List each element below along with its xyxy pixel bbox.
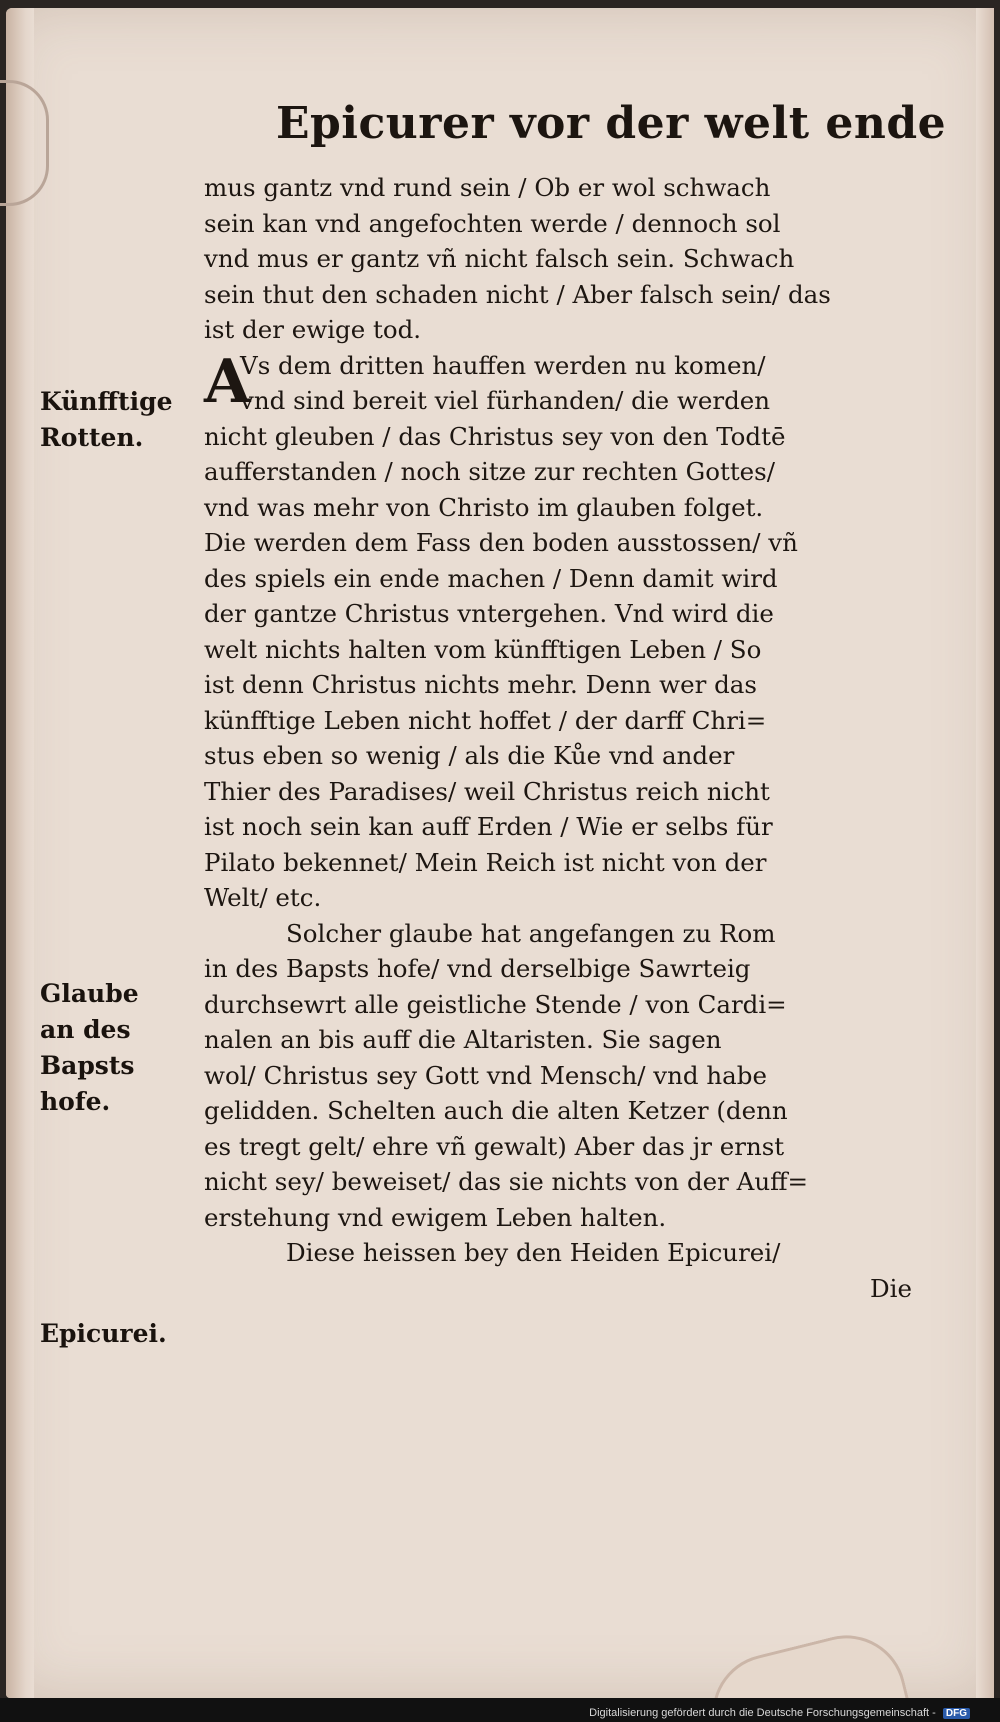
text-line: Diese heissen bey den Heiden Epicurei/: [286, 1238, 781, 1267]
text-line: aufferstanden / noch sitze zur rechten Gottes/: [204, 457, 776, 486]
text-line: ist denn Christus nichts mehr. Denn wer das: [204, 670, 757, 699]
marginal-line: Glaube: [40, 979, 139, 1008]
marginal-line: an des: [40, 1015, 131, 1044]
text-line: mus gantz vnd rund sein / Ob er wol schwach: [204, 173, 771, 202]
marginal-note-rotten: [40, 384, 172, 456]
drop-cap: A: [204, 346, 251, 417]
running-head: Epicurer vor der welt ende: [276, 98, 947, 149]
text-line: durchsewrt alle geistliche Stende / von Cardi=: [204, 989, 787, 1019]
body-text: [204, 170, 916, 1306]
text-line-content: Vs dem dritten hauffen werden nu komen/: [240, 350, 766, 380]
marginal-line: Rotten.: [40, 423, 144, 452]
text-line: gelidden. Schelten auch die alten Ketzer (denn: [204, 1096, 788, 1125]
funding-notice: [589, 1707, 970, 1719]
text-line: Pilato bekennet/ Mein Reich ist nicht von der: [204, 847, 767, 877]
text-line: ist noch sein kan auff Erden / Wie er selbs für: [204, 812, 773, 841]
text-line: Solcher glaube hat angefangen zu Rom: [286, 918, 776, 948]
text-line: vnd was mehr von Christo im glauben folget.: [204, 492, 764, 522]
text-line: nicht gleuben / das Christus sey von den Todtē: [204, 421, 786, 451]
text-line: vnd mus er gantz vñ nicht falsch sein. Schwach: [204, 244, 795, 273]
text-line: des spiels ein ende machen / Denn damit wird: [204, 563, 778, 593]
footer-bar: [0, 1698, 1000, 1722]
text-line: der gantze Christus vntergehen. Vnd wird die: [204, 599, 774, 628]
text-line: Thier des Paradises/ weil Christus reich nicht: [204, 776, 770, 806]
text-line: ist der ewige tod.: [204, 315, 422, 344]
text-line: Die werden dem Fass den boden ausstossen/ vñ: [204, 528, 798, 557]
funding-text: Digitalisierung gefördert durch die Deutsche Forschungsgemeinschaft -: [589, 1707, 936, 1719]
text-line: sein kan vnd angefochten werde / dennoch sol: [204, 208, 781, 238]
text-line: erstehung vnd ewigem Leben halten.: [204, 1202, 667, 1232]
marginal-line: Bapsts: [40, 1051, 135, 1080]
text-line: sein thut den schaden nicht / Aber falsch sein/ das: [204, 279, 831, 309]
text-line: nicht sey/ beweiset/ das sie nichts von der Auff=: [204, 1167, 809, 1196]
marginal-line: hofe.: [40, 1087, 111, 1116]
text-line: künfftige Leben nicht hoffet / der darff Chri=: [204, 705, 767, 735]
page-fore-edge: [976, 8, 994, 1698]
paper-clip-icon: [0, 80, 49, 206]
text-line: welt nichts halten vom künfftigen Leben / So: [204, 634, 762, 664]
catchword: Die: [870, 1273, 912, 1303]
text-line: stus eben so wenig / als die Kůe vnd ander: [204, 741, 735, 770]
marginal-note-epicurei: [40, 1316, 167, 1352]
text-line: es tregt gelt/ ehre vñ gewalt) Aber das jr ernst: [204, 1131, 785, 1161]
text-line: Welt/ etc.: [204, 883, 322, 912]
dfg-logo: DFG: [943, 1708, 970, 1719]
page-gutter-edge: [6, 8, 34, 1698]
marginal-line: Epicurei.: [40, 1319, 167, 1348]
marginal-line: Künfftige: [40, 387, 173, 416]
text-line: wol/ Christus sey Gott vnd Mensch/ vnd habe: [204, 1060, 767, 1090]
marginal-note-glaube: [40, 976, 139, 1120]
text-line: nalen an bis auff die Altaristen. Sie sagen: [204, 1025, 722, 1054]
text-line: in des Bapsts hofe/ vnd derselbige Sawrteig: [204, 954, 751, 983]
book-page: [6, 8, 994, 1698]
text-line: vnd sind bereit viel fürhanden/ die werden: [240, 386, 771, 415]
